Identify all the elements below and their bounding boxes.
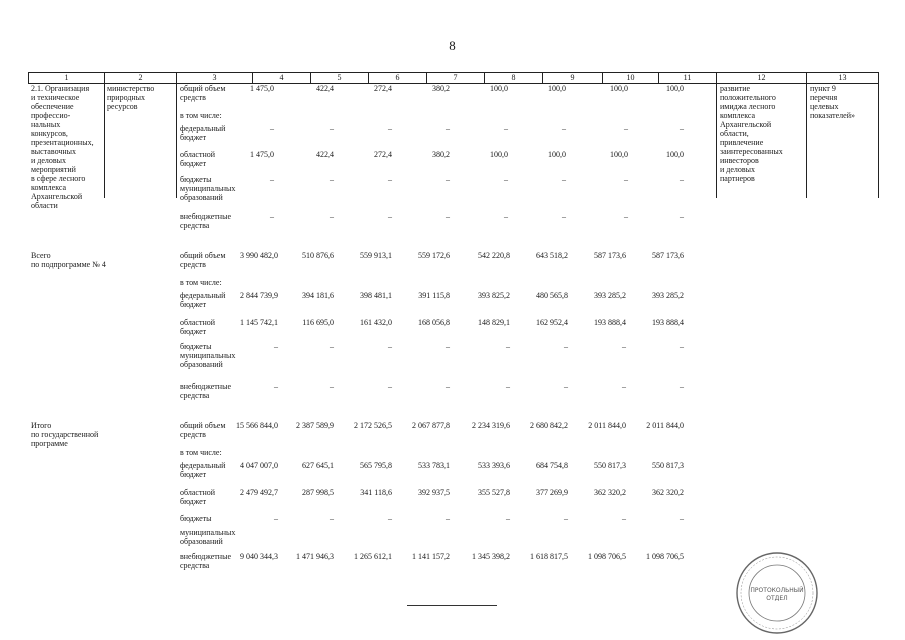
block2-row-label-line: общий объем — [180, 251, 226, 260]
value-cell: – — [270, 124, 274, 133]
block1-indicator-line: показателей» — [810, 111, 855, 120]
block1-row-label-line: средств — [180, 93, 206, 102]
column-separator — [104, 72, 105, 198]
block1-row-label-line: областной — [180, 150, 216, 159]
footer-divider — [407, 605, 497, 606]
block1-row-label — [180, 124, 225, 142]
block1-result-line: области, — [720, 129, 749, 138]
value-cell: 100,0 — [666, 84, 684, 93]
value-cell: 1 265 612,1 — [354, 552, 392, 561]
value-cell: 100,0 — [610, 84, 628, 93]
value-cell: 100,0 — [666, 150, 684, 159]
value-cell: 100,0 — [490, 84, 508, 93]
value-cell: – — [622, 514, 626, 523]
block3-row-label-line: в том числе: — [180, 448, 222, 457]
value-cell: – — [564, 382, 568, 391]
value-cell: 162 952,4 — [536, 318, 568, 327]
value-cell: – — [446, 175, 450, 184]
value-cell: 533 783,1 — [418, 461, 450, 470]
stamp-seal — [734, 550, 820, 636]
value-cell: – — [388, 342, 392, 351]
value-cell: 393 825,2 — [478, 291, 510, 300]
value-cell: 1 475,0 — [250, 84, 274, 93]
svg-text:ПРОТОКОЛЬНЫЙ: ПРОТОКОЛЬНЫЙ — [750, 587, 804, 594]
block1-name-line: профессио- — [31, 111, 71, 120]
block3-row-label-line: внебюджетные — [180, 552, 231, 561]
value-cell: 1 471 946,3 — [296, 552, 334, 561]
block2-row-label-line: федеральный — [180, 291, 226, 300]
header-cell-8: 8 — [485, 73, 543, 83]
value-cell: 684 754,8 — [536, 461, 568, 470]
block3-row-label-line: муниципальных — [180, 528, 236, 537]
value-cell: – — [330, 382, 334, 391]
value-cell: 565 795,8 — [360, 461, 392, 470]
value-cell: 643 518,2 — [536, 251, 568, 260]
value-cell: 550 817,3 — [652, 461, 684, 470]
block1-row-label-line: федеральный — [180, 124, 226, 133]
block1-result-line: Архангельской — [720, 120, 772, 129]
block1-row-label-line: образований — [180, 193, 223, 202]
value-cell: – — [624, 175, 628, 184]
value-cell: – — [446, 342, 450, 351]
value-cell: – — [388, 382, 392, 391]
block3-row-label-line: средств — [180, 430, 206, 439]
block1-row-label-line: бюджет — [180, 159, 207, 168]
block1-name — [31, 84, 94, 210]
block3-name-line: Итого — [31, 421, 52, 430]
block3-row-label-line: областной — [180, 488, 216, 497]
value-cell: 355 527,8 — [478, 488, 510, 497]
page-number: 8 — [449, 38, 456, 53]
block1-indicator-line: пункт 9 — [810, 84, 836, 93]
block2-name-line: Всего — [31, 251, 51, 260]
value-cell: 394 181,6 — [302, 291, 334, 300]
header-cell-4: 4 — [253, 73, 311, 83]
value-cell: – — [388, 124, 392, 133]
value-cell: 587 173,6 — [652, 251, 684, 260]
block1-name-line: комплекса — [31, 183, 67, 192]
block1-name-line: мероприятий — [31, 165, 76, 174]
value-cell: 2 387 589,9 — [296, 421, 334, 430]
block3-row-label — [180, 514, 212, 523]
block1-row-label-line: в том числе: — [180, 111, 222, 120]
value-cell: – — [624, 124, 628, 133]
value-cell: 1 141 157,2 — [412, 552, 450, 561]
value-cell: 3 990 482,0 — [240, 251, 278, 260]
header-cell-5: 5 — [311, 73, 369, 83]
block1-responsible-line: министерство — [107, 84, 155, 93]
value-cell: 4 047 007,0 — [240, 461, 278, 470]
value-cell: – — [622, 342, 626, 351]
block3-row-label-line: федеральный — [180, 461, 226, 470]
value-cell: 550 817,3 — [594, 461, 626, 470]
value-cell: – — [388, 212, 392, 221]
block1-result-line: заинтересованных — [720, 147, 783, 156]
value-cell: 510 876,6 — [302, 251, 334, 260]
block1-responsible — [107, 84, 154, 111]
block1-result-line: комплекса — [720, 111, 756, 120]
value-cell: – — [274, 382, 278, 391]
block2-name-line: по подпрограмме № 4 — [31, 260, 106, 269]
block1-row-label-line: бюджет — [180, 133, 207, 142]
value-cell: – — [680, 124, 684, 133]
block3-row-label-line: бюджет — [180, 470, 207, 479]
value-cell: – — [446, 212, 450, 221]
header-cell-9: 9 — [543, 73, 603, 83]
value-cell: 422,4 — [316, 84, 334, 93]
value-cell: – — [680, 342, 684, 351]
block3-row-label-line: общий объем — [180, 421, 226, 430]
value-cell: – — [624, 212, 628, 221]
block1-result-line: развитие — [720, 84, 751, 93]
block1-row-label-line: внебюджетные — [180, 212, 231, 221]
block1-result-line: и деловых — [720, 165, 756, 174]
header-cell-6: 6 — [369, 73, 427, 83]
value-cell: – — [504, 175, 508, 184]
block3-name-line: программе — [31, 439, 68, 448]
block3-row-label — [180, 461, 225, 479]
value-cell: 422,4 — [316, 150, 334, 159]
column-separator — [806, 72, 807, 198]
value-cell: 193 888,4 — [652, 318, 684, 327]
value-cell: 362 320,2 — [652, 488, 684, 497]
header-cell-10: 10 — [603, 73, 659, 83]
block2-row-label — [180, 291, 225, 309]
value-cell: 1 345 398,2 — [472, 552, 510, 561]
block2-row-label-line: внебюджетные — [180, 382, 231, 391]
value-cell: – — [562, 175, 566, 184]
block1-row-label-line: общий объем — [180, 84, 226, 93]
block1-name-line: конкурсов, — [31, 129, 68, 138]
value-cell: 272,4 — [374, 150, 392, 159]
block3-row-label — [180, 421, 225, 439]
block2-row-label — [180, 251, 225, 269]
value-cell: 362 320,2 — [594, 488, 626, 497]
value-cell: 1 098 706,5 — [588, 552, 626, 561]
value-cell: 100,0 — [610, 150, 628, 159]
value-cell: 193 888,4 — [594, 318, 626, 327]
block1-row-label — [180, 84, 225, 102]
header-cell-2: 2 — [105, 73, 177, 83]
block1-responsible-line: ресурсов — [107, 102, 138, 111]
value-cell: – — [446, 124, 450, 133]
block1-name-line: презентационных, — [31, 138, 94, 147]
block3-row-label-line: бюджет — [180, 497, 207, 506]
block1-result-line: инвесторов — [720, 156, 759, 165]
block1-row-label-line: бюджеты — [180, 175, 212, 184]
block1-row-label-line: муниципальных — [180, 184, 236, 193]
value-cell: 393 285,2 — [594, 291, 626, 300]
value-cell: – — [506, 342, 510, 351]
value-cell: – — [680, 514, 684, 523]
value-cell: – — [504, 212, 508, 221]
block2-row-label-line: бюджеты — [180, 342, 212, 351]
value-cell: – — [274, 514, 278, 523]
value-cell: 341 118,6 — [360, 488, 392, 497]
value-cell: 2 011 844,0 — [646, 421, 684, 430]
block1-row-label — [180, 150, 215, 168]
block3-row-label-line: средства — [180, 561, 210, 570]
value-cell: 391 115,8 — [418, 291, 450, 300]
column-separator — [176, 72, 177, 198]
block1-row-label-line: средства — [180, 221, 210, 230]
table-header-row — [28, 72, 879, 84]
value-cell: 15 566 844,0 — [236, 421, 278, 430]
svg-text:ОТДЕЛ: ОТДЕЛ — [766, 595, 788, 602]
value-cell: 392 937,5 — [418, 488, 450, 497]
block1-indicator-line: перечня — [810, 93, 838, 102]
value-cell: – — [270, 212, 274, 221]
value-cell: – — [564, 342, 568, 351]
value-cell: 2 011 844,0 — [588, 421, 626, 430]
value-cell: 398 481,1 — [360, 291, 392, 300]
block1-name-line: и техническое — [31, 93, 80, 102]
block1-name-line: области — [31, 201, 58, 210]
value-cell: 272,4 — [374, 84, 392, 93]
value-cell: – — [270, 175, 274, 184]
block1-name-line: и деловых — [31, 156, 67, 165]
block1-result-line: партнеров — [720, 174, 755, 183]
block2-row-label-line: областной — [180, 318, 216, 327]
block1-name-line: нальных — [31, 120, 61, 129]
value-cell: 2 234 319,6 — [472, 421, 510, 430]
block1-name-line: 2.1. Организация — [31, 84, 90, 93]
value-cell: – — [680, 212, 684, 221]
value-cell: – — [330, 175, 334, 184]
value-cell: – — [446, 514, 450, 523]
header-cell-12: 12 — [717, 73, 807, 83]
value-cell: 2 067 877,8 — [412, 421, 450, 430]
value-cell: – — [330, 514, 334, 523]
block2-row-label-line: образований — [180, 360, 223, 369]
header-cell-7: 7 — [427, 73, 485, 83]
block2-row-label-line: муниципальных — [180, 351, 236, 360]
value-cell: 627 645,1 — [302, 461, 334, 470]
value-cell: – — [680, 175, 684, 184]
block1-result — [720, 84, 783, 183]
value-cell: 587 173,6 — [594, 251, 626, 260]
value-cell: – — [330, 212, 334, 221]
block1-indicator — [810, 84, 855, 120]
block2-row-label — [180, 278, 222, 287]
block1-indicator-line: целевых — [810, 102, 839, 111]
value-cell: – — [506, 382, 510, 391]
block2-row-label-line: средства — [180, 391, 210, 400]
block3-row-label — [180, 528, 235, 546]
value-cell: 2 172 526,5 — [354, 421, 392, 430]
block3-row-label-line: образований — [180, 537, 223, 546]
value-cell: 1 475,0 — [250, 150, 274, 159]
value-cell: 100,0 — [490, 150, 508, 159]
value-cell: 168 056,8 — [418, 318, 450, 327]
value-cell: – — [388, 175, 392, 184]
header-cell-1: 1 — [29, 73, 105, 83]
value-cell: 377 269,9 — [536, 488, 568, 497]
value-cell: 380,2 — [432, 150, 450, 159]
header-cell-3: 3 — [177, 73, 253, 83]
value-cell: 1 618 817,5 — [530, 552, 568, 561]
block2-row-label — [180, 318, 215, 336]
block2-row-label-line: средств — [180, 260, 206, 269]
block2-row-label-line: бюджет — [180, 327, 207, 336]
block1-name-line: в сфере лесного — [31, 174, 86, 183]
value-cell: 100,0 — [548, 84, 566, 93]
value-cell: 100,0 — [548, 150, 566, 159]
value-cell: 393 285,2 — [652, 291, 684, 300]
block1-name-line: Архангельской — [31, 192, 83, 201]
block2-row-label-line: в том числе: — [180, 278, 222, 287]
block3-name — [31, 421, 98, 448]
value-cell: 116 695,0 — [302, 318, 334, 327]
value-cell: – — [622, 382, 626, 391]
value-cell: 1 145 742,1 — [240, 318, 278, 327]
value-cell: – — [330, 342, 334, 351]
header-cell-13: 13 — [807, 73, 879, 83]
block3-name-line: по государственной — [31, 430, 99, 439]
value-cell: 2 680 842,2 — [530, 421, 568, 430]
value-cell: 1 098 706,5 — [646, 552, 684, 561]
value-cell: 287 998,5 — [302, 488, 334, 497]
block3-row-label — [180, 488, 215, 506]
block2-row-label-line: бюджет — [180, 300, 207, 309]
value-cell: – — [330, 124, 334, 133]
value-cell: 380,2 — [432, 84, 450, 93]
block1-result-line: имиджа лесного — [720, 102, 776, 111]
value-cell: 148 829,1 — [478, 318, 510, 327]
block1-name-line: выставочных — [31, 147, 77, 156]
block1-result-line: положительного — [720, 93, 776, 102]
value-cell: – — [388, 514, 392, 523]
value-cell: – — [504, 124, 508, 133]
block1-row-label — [180, 111, 222, 120]
value-cell: 2 844 739,9 — [240, 291, 278, 300]
header-cell-11: 11 — [659, 73, 717, 83]
value-cell: 2 479 492,7 — [240, 488, 278, 497]
value-cell: 533 393,6 — [478, 461, 510, 470]
column-separator — [878, 72, 879, 198]
value-cell: 9 040 344,3 — [240, 552, 278, 561]
block2-name — [31, 251, 106, 269]
value-cell: – — [562, 124, 566, 133]
value-cell: 559 172,6 — [418, 251, 450, 260]
value-cell: – — [506, 514, 510, 523]
block3-row-label — [180, 448, 222, 457]
value-cell: 542 220,8 — [478, 251, 510, 260]
value-cell: – — [562, 212, 566, 221]
block3-row-label-line: бюджеты — [180, 514, 212, 523]
value-cell: 480 565,8 — [536, 291, 568, 300]
value-cell: 559 913,1 — [360, 251, 392, 260]
column-separator — [716, 72, 717, 198]
value-cell: 161 432,0 — [360, 318, 392, 327]
block1-name-line: обеспечение — [31, 102, 74, 111]
value-cell: – — [680, 382, 684, 391]
value-cell: – — [564, 514, 568, 523]
value-cell: – — [446, 382, 450, 391]
block1-result-line: привлечение — [720, 138, 764, 147]
block1-responsible-line: природных — [107, 93, 146, 102]
value-cell: – — [274, 342, 278, 351]
